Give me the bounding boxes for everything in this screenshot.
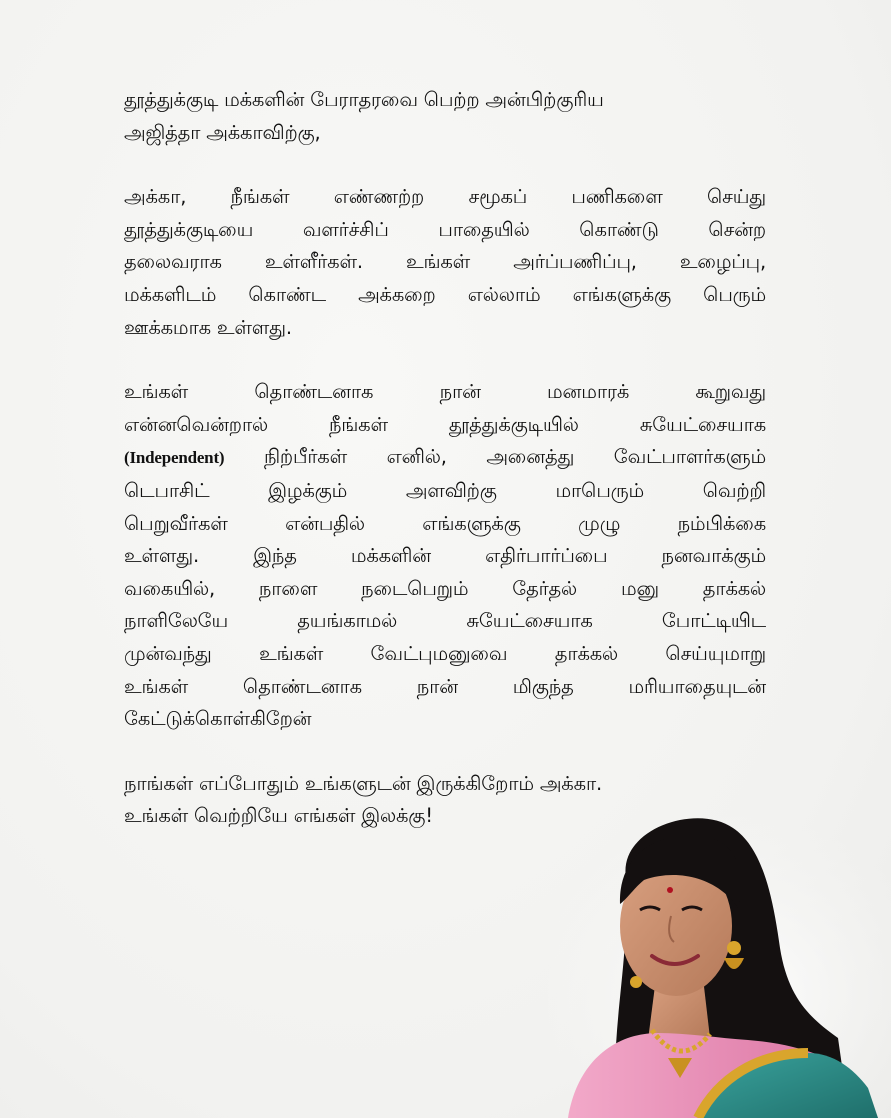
- english-term: (Independent): [124, 448, 225, 468]
- paragraph-line: அக்கா, நீங்கள் எண்ணற்ற சமூகப் பணிகளை செய்து: [124, 185, 766, 209]
- earring-left: [630, 976, 642, 988]
- paragraph-request: [124, 376, 766, 736]
- salutation-line: அஜித்தா அக்காவிற்கு,: [124, 120, 321, 144]
- bindi: [667, 887, 673, 893]
- closing-line: நாங்கள் எப்போதும் உங்களுடன் இருக்கிறோம் அக்கா.: [124, 771, 603, 795]
- letter-body: [124, 84, 766, 833]
- paragraph-line: டெபாசிட் இழக்கும் அளவிற்கு மாபெரும் வெற்றி: [124, 478, 766, 502]
- paragraph-line: கேட்டுக்கொள்கிறேன்: [124, 707, 312, 731]
- paragraph-line: முன்வந்து உங்கள் வேட்புமனுவை தாக்கல் செய்யுமாறு: [124, 641, 766, 665]
- closing-line: உங்கள் வெற்றியே எங்கள் இலக்கு!: [124, 804, 433, 828]
- paragraph-line: என்னவென்றால் நீங்கள் தூத்துக்குடியில் சுயேட்சையாக: [124, 412, 766, 436]
- paragraph-line: ஊக்கமாக உள்ளது.: [124, 315, 292, 339]
- earring-top: [727, 941, 741, 955]
- paragraph-appreciation: [124, 181, 766, 344]
- paragraph-line: நாளிலேயே தயங்காமல் சுயேட்சையாக போட்டியிட: [124, 609, 766, 633]
- paragraph-line: பெறுவீர்கள் என்பதில் எங்களுக்கு முழு நம்பிக்கை: [124, 511, 766, 535]
- paragraph-line: உங்கள் தொண்டனாக நான் மனமாரக் கூறுவது: [124, 380, 766, 404]
- paragraph-line-rest: நிற்பீர்கள் எனில், அனைத்து வேட்பாளர்களும்: [263, 445, 766, 469]
- paragraph-line: உள்ளது. இந்த மக்களின் எதிர்பார்ப்பை நனவாக்கும்: [124, 544, 766, 568]
- paragraph-line: தூத்துக்குடியை வளர்ச்சிப் பாதையில் கொண்டு சென்ற: [124, 217, 766, 241]
- paragraph-line: வகையில், நாளை நடைபெறும் தேர்தல் மனு தாக்கல்: [124, 576, 766, 600]
- paragraph-line: தலைவராக உள்ளீர்கள். உங்கள் அர்ப்பணிப்பு, உழைப்பு,: [124, 250, 766, 274]
- paragraph-line: உங்கள் தொண்டனாக நான் மிகுந்த மரியாதையுடன்: [124, 674, 766, 698]
- salutation: [124, 84, 766, 149]
- paragraph-line: மக்களிடம் கொண்ட அக்கறை எல்லாம் எங்களுக்கு பெரும்: [124, 282, 766, 306]
- paragraph-line: [124, 441, 766, 475]
- salutation-line: தூத்துக்குடி மக்களின் பேராதரவை பெற்ற அன்பிற்குரிய: [124, 88, 604, 111]
- portrait-photo: [548, 808, 891, 1118]
- portrait-illustration: [548, 808, 891, 1118]
